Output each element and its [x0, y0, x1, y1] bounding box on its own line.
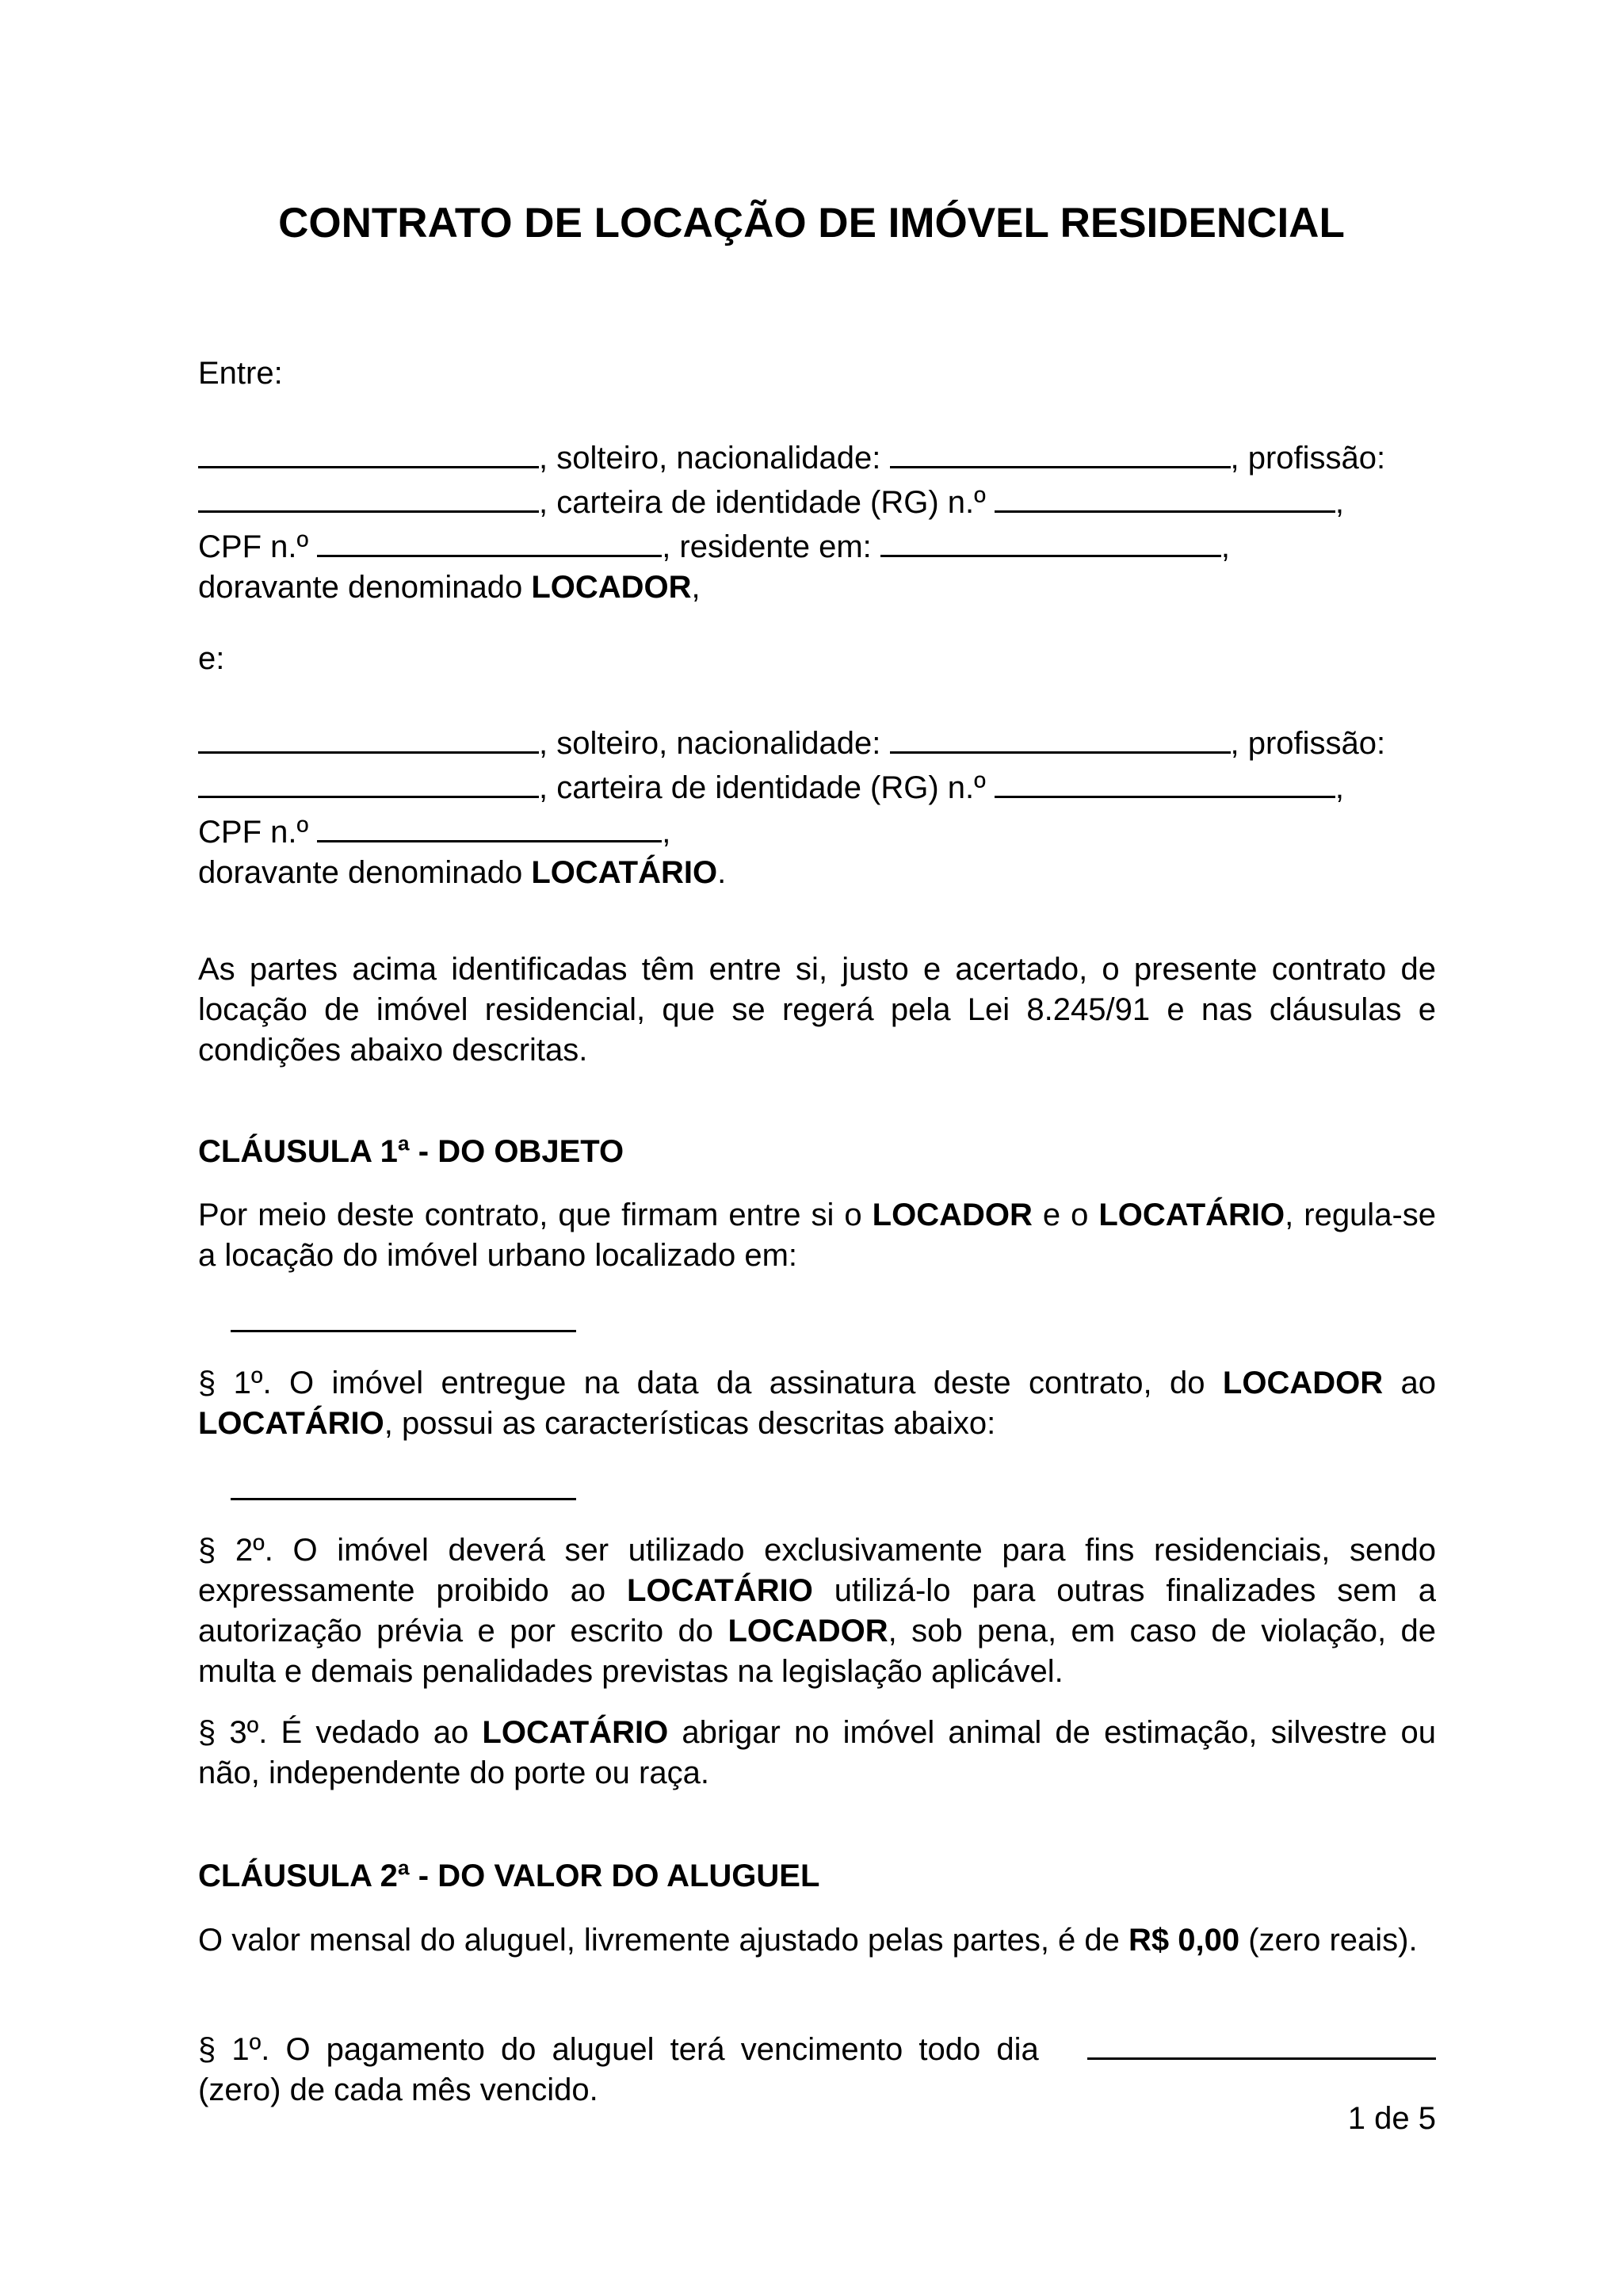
clausula1-s1-text-b: ao — [1383, 1366, 1436, 1400]
aluguel-valor: R$ 0,00 — [1128, 1923, 1240, 1958]
document-title: CONTRATO DE LOCAÇÃO DE IMÓVEL RESIDENCIAL — [278, 200, 1345, 246]
clausula1-s1-locador: LOCADOR — [1222, 1366, 1384, 1400]
clausula1-s1-text-a: § 1º. O imóvel entregue na data da assinatura deste contrato, do — [198, 1366, 1223, 1400]
locador-line-3 — [198, 523, 1436, 567]
clausula2-s1-line-1 — [198, 2026, 1436, 2070]
clausula2-paragraph — [198, 1920, 1436, 1961]
clausula2-p1-text-b: (zero reais). — [1239, 1923, 1418, 1958]
imovel-endereco-blank[interactable] — [231, 1330, 576, 1332]
clausula1-p1-locador: LOCADOR — [872, 1198, 1033, 1232]
intro-paragraph: As partes acima identificadas têm entre si, justo e acertado, o presente contrato de locação de imóvel residencial, que se regerá pela Lei 8.245/91 e nas cláusulas e condições abaixo descritas. — [198, 952, 1436, 1068]
locador-profissao-text: , profissão: — [1230, 441, 1386, 476]
locatario-line-4 — [198, 853, 1436, 893]
locador-cpf-blank[interactable] — [317, 523, 662, 557]
clausula2-s1-text-b: (zero) de cada mês vencido. — [198, 2073, 598, 2107]
clausula1-p1-text-b: e o — [1032, 1198, 1099, 1232]
clausula2-paragrafo1 — [198, 2026, 1436, 2111]
locatario-rg-blank[interactable] — [995, 764, 1335, 798]
locatario-cpf-end: , — [662, 815, 671, 850]
locatario-profissao-blank[interactable] — [198, 764, 539, 798]
clausula1-s2-text-b: utilizá-lo para outras finalizades sem a autorização prévia e por escrito do — [198, 1573, 1436, 1648]
locador-denominado-text: doravante denominado — [198, 570, 532, 605]
clausula1-s2-locatario: LOCATÁRIO — [627, 1573, 813, 1608]
locatario-cpf-blank[interactable] — [317, 808, 662, 842]
clausula1-paragrafo1 — [198, 1363, 1436, 1444]
clausula2-p1-text-a: O valor mensal do aluguel, livremente ajustado pelas partes, é de — [198, 1923, 1129, 1958]
locador-line-2 — [198, 479, 1436, 523]
locatario-rg-comma: , — [1335, 770, 1345, 805]
locador-residente-text: , residente em: — [662, 529, 880, 564]
clausula1-s1-text-c: , possui as características descritas abaixo: — [384, 1406, 996, 1441]
clausula1-s3-text-b: abrigar no imóvel animal de estimação, silvestre ou não, independente do porte ou raça. — [198, 1715, 1436, 1790]
locatario-profissao-text: , profissão: — [1230, 726, 1386, 761]
locatario-line-3 — [198, 808, 1436, 853]
clausula1-s3-locatario: LOCATÁRIO — [482, 1715, 669, 1750]
page-number: 1 de 5 — [1347, 2101, 1436, 2136]
locador-solteiro-text: , solteiro, nacionalidade: — [539, 441, 890, 476]
locatario-line-2 — [198, 764, 1436, 808]
locatario-name-blank[interactable] — [198, 720, 539, 754]
locatario-nacionalidade-blank[interactable] — [890, 720, 1231, 754]
locatario-denominado-text: doravante denominado — [198, 855, 532, 890]
clausula1-paragrafo2 — [198, 1530, 1436, 1692]
locador-profissao-blank[interactable] — [198, 479, 539, 513]
clausula1-s3-text-a: § 3º. É vedado ao — [198, 1715, 483, 1750]
clausula2-heading: CLÁUSULA 2ª - DO VALOR DO ALUGUEL — [198, 1859, 820, 1893]
imovel-caracteristicas-blank[interactable] — [231, 1498, 576, 1500]
locatario-cpf-text: CPF n.º — [198, 815, 318, 850]
clausula1-paragrafo3 — [198, 1713, 1436, 1794]
clausula1-heading: CLÁUSULA 1ª - DO OBJETO — [198, 1134, 624, 1169]
locador-end: , — [691, 570, 701, 605]
clausula1-p1-text-a: Por meio deste contrato, que firmam entre si o — [198, 1198, 873, 1232]
locatario-block — [198, 720, 1436, 893]
clausula1-s1-locatario: LOCATÁRIO — [198, 1406, 384, 1441]
locador-residencia-blank[interactable] — [880, 523, 1221, 557]
locador-rg-comma: , — [1335, 485, 1345, 520]
locatario-role: LOCATÁRIO — [531, 855, 718, 890]
locador-role: LOCADOR — [531, 570, 692, 605]
locatario-rg-text: , carteira de identidade (RG) n.º — [539, 770, 995, 805]
locador-rg-blank[interactable] — [995, 479, 1335, 513]
locador-line-4 — [198, 567, 1436, 608]
clausula1-p1-locatario: LOCATÁRIO — [1098, 1198, 1285, 1232]
locador-name-blank[interactable] — [198, 434, 539, 468]
locador-rg-text: , carteira de identidade (RG) n.º — [539, 485, 995, 520]
locador-line-1 — [198, 434, 1436, 479]
clausula2-s1-text-a: § 1º. O pagamento do aluguel terá vencimento todo dia — [198, 2032, 1039, 2067]
locador-nacionalidade-blank[interactable] — [890, 434, 1231, 468]
locador-residencia-comma: , — [1220, 529, 1231, 564]
vencimento-dia-blank[interactable] — [1087, 2026, 1436, 2060]
locatario-line-1 — [198, 720, 1436, 764]
locador-block — [198, 434, 1436, 608]
locatario-end: . — [717, 855, 727, 890]
clausula1-s2-locador: LOCADOR — [727, 1614, 888, 1648]
clausula1-s2-text-a: § 2º. O imóvel deverá ser utilizado exclusivamente para fins residenciais, sendo expressamente proibido ao — [198, 1533, 1436, 1608]
locatario-solteiro-text: , solteiro, nacionalidade: — [539, 726, 890, 761]
clausula1-p1-text-c: , regula-se a locação do imóvel urbano localizado em: — [198, 1198, 1437, 1273]
entre-label: Entre: — [198, 356, 283, 391]
locador-cpf-text: CPF n.º — [198, 529, 318, 564]
clausula1-s2-text-c: , sob pena, em caso de violação, de multa e demais penalidades previstas na legislação aplicável. — [198, 1614, 1436, 1689]
clausula1-paragraph — [198, 1195, 1436, 1276]
e-label: e: — [198, 641, 225, 676]
